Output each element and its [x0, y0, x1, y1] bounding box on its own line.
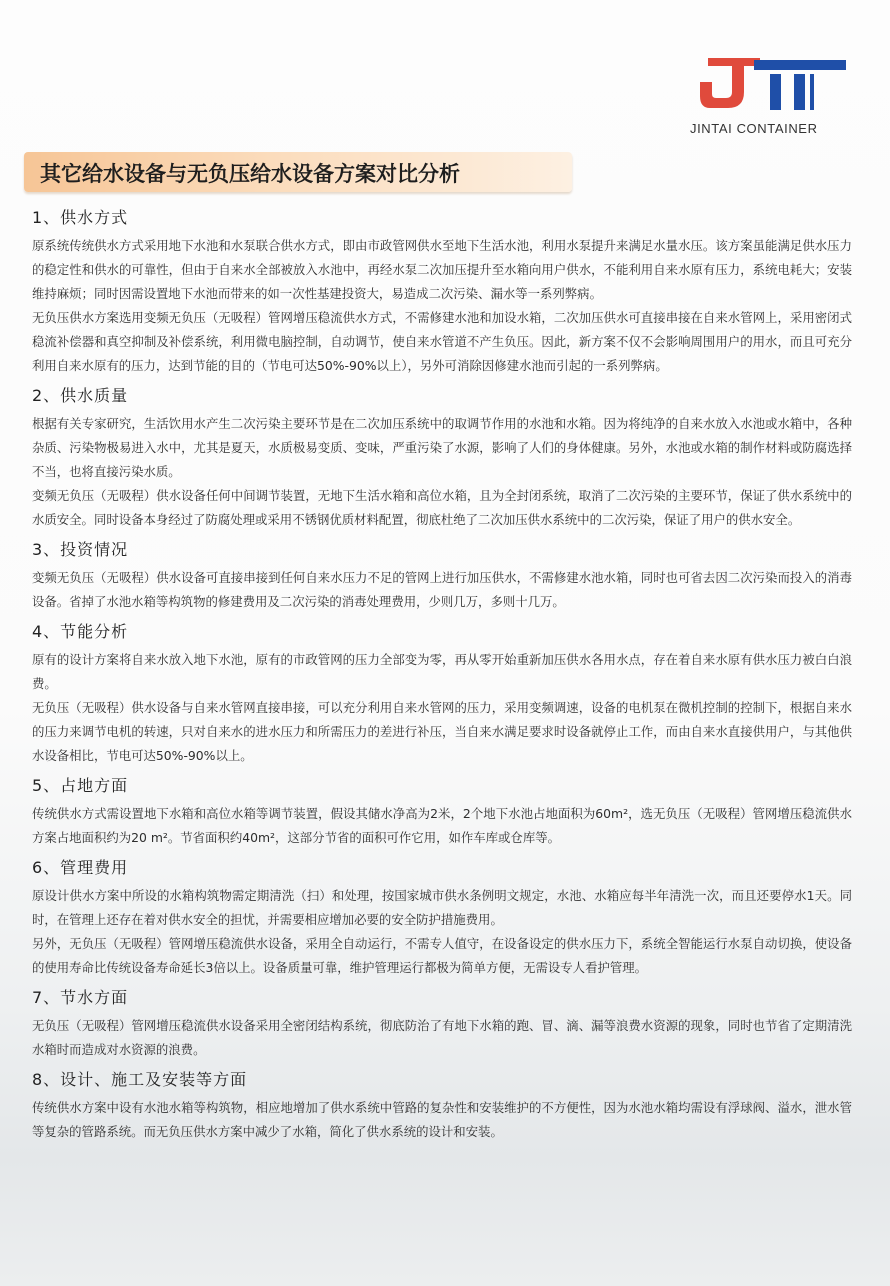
jt-logo-icon	[698, 46, 848, 118]
section-floor-space	[32, 774, 852, 850]
section-paragraph: 无负压供水方案选用变频无负压（无吸程）管网增压稳流供水方式，不需修建水池和加设水箱，二次加压供水可直接串接在自来水管网上，采用密闭式稳流补偿器和真空抑制及补偿系统，利用微电脑控制，自动调节，使自来水管道不产生负压。因此，新方案不仅不会影响周围用户的用水，而且可充分利用自来水原有的压力，达到节能的目的（节电可达50%-90%以上），另外可消除因修建水池而引起的一系列弊病。	[32, 310, 852, 373]
section-paragraph: 传统供水方式需设置地下水箱和高位水箱等调节装置，假设其储水净高为2米，2个地下水池占地面积为60m²，选无负压（无吸程）管网增压稳流供水方案占地面积约为20 m²。节省面积约40m²，这部分节省的面积可作它用，如作车库或仓库等。	[32, 806, 852, 845]
section-heading: 1、供水方式	[32, 208, 129, 227]
section-heading: 5、占地方面	[32, 776, 129, 795]
section-water-quality	[32, 384, 852, 532]
title-banner	[24, 152, 572, 192]
document-body	[32, 206, 852, 1150]
section-heading: 6、管理费用	[32, 858, 129, 877]
logo-blue-stripe	[810, 74, 814, 110]
section-management-cost	[32, 856, 852, 980]
section-paragraph: 无负压（无吸程）供水设备与自来水管网直接串接，可以充分利用自来水管网的压力，采用变频调速，设备的电机泵在微机控制的控制下，根据自来水的压力来调节电机的转速，只对自来水的进水压力和所需压力的差进行补压，当自来水满足要求时设备就停止工作，而由自来水直接供用户，与其他供水设备相比，节电可达50%-90%以上。	[32, 700, 852, 763]
section-paragraph: 另外，无负压（无吸程）管网增压稳流供水设备，采用全自动运行，不需专人值守，在设备设定的供水压力下，系统全智能运行水泵自动切换，使设备的使用寿命比传统设备寿命延长3倍以上。设备质量可靠，维护管理运行都极为简单方便，无需设专人看护管理。	[32, 936, 852, 975]
logo-blue-bar-left	[770, 74, 781, 110]
section-paragraph: 变频无负压（无吸程）供水设备可直接串接到任何自来水压力不足的管网上进行加压供水，不需修建水池水箱，同时也可省去因二次污染而投入的消毒设备。省掉了水池水箱等构筑物的修建费用及二次污染的消毒处理费用，少则几万，多则十几万。	[32, 570, 852, 609]
section-energy-saving	[32, 620, 852, 768]
section-heading: 4、节能分析	[32, 622, 129, 641]
section-water-supply-method	[32, 206, 852, 378]
section-heading: 7、节水方面	[32, 988, 129, 1007]
section-design-installation	[32, 1068, 852, 1144]
section-heading: 3、投资情况	[32, 540, 129, 559]
section-paragraph: 无负压（无吸程）管网增压稳流供水设备采用全密闭结构系统，彻底防治了有地下水箱的跑、冒、滴、漏等浪费水资源的现象，同时也节省了定期清洗水箱时而造成对水资源的浪费。	[32, 1018, 852, 1057]
logo-blue-bar-right	[794, 74, 805, 110]
company-logo	[690, 40, 860, 140]
logo-blue-bar-top	[754, 60, 846, 70]
section-paragraph: 原有的设计方案将自来水放入地下水池，原有的市政管网的压力全部变为零，再从零开始重新加压供水各用水点，存在着自来水原有供水压力被白白浪费。	[32, 652, 852, 691]
section-heading: 8、设计、施工及安装等方面	[32, 1070, 248, 1089]
page-title: 其它给水设备与无负压给水设备方案对比分析	[40, 162, 460, 186]
section-paragraph: 传统供水方案中设有水池水箱等构筑物，相应地增加了供水系统中管路的复杂性和安装维护的不方便性，因为水池水箱均需设有浮球阀、溢水，泄水管等复杂的管路系统。而无负压供水方案中减少了水箱，简化了供水系统的设计和安装。	[32, 1100, 852, 1139]
section-paragraph: 根据有关专家研究，生活饮用水产生二次污染主要环节是在二次加压系统中的取调节作用的水池和水箱。因为将纯净的自来水放入水池或水箱中，各种杂质、污染物极易进入水中，尤其是夏天，水质极易变质、变味，严重污染了水源，影响了人们的身体健康。另外，水池或水箱的制作材料或防腐选择不当，也将直接污染水质。	[32, 416, 852, 479]
section-paragraph: 原设计供水方案中所设的水箱构筑物需定期清洗（扫）和处理，按国家城市供水条例明文规定，水池、水箱应每半年清洗一次，而且还要停水1天。同时，在管理上还存在着对供水安全的担忧，并需要相应增加必要的安全防护措施费用。	[32, 888, 852, 927]
section-paragraph: 变频无负压（无吸程）供水设备任何中间调节装置，无地下生活水箱和高位水箱，且为全封闭系统，取消了二次污染的主要环节，保证了供水系统中的水质安全。同时设备本身经过了防腐处理或采用不锈钢优质材料配置，彻底杜绝了二次加压供水系统中的二次污染，保证了用户的供水安全。	[32, 488, 852, 527]
section-water-saving	[32, 986, 852, 1062]
section-investment	[32, 538, 852, 614]
logo-red-j-shape	[700, 58, 760, 108]
brand-name: JINTAI CONTAINER	[690, 121, 818, 136]
section-heading: 2、供水质量	[32, 386, 129, 405]
section-paragraph: 原系统传统供水方式采用地下水池和水泵联合供水方式，即由市政管网供水至地下生活水池，利用水泵提升来满足水量水压。该方案虽能满足供水压力的稳定性和供水的可靠性，但由于自来水全部被放入水池中，再经水泵二次加压提升至水箱向用户供水，不能利用自来水原有压力，系统电耗大；安装维持麻烦；同时因需设置地下水池而带来的如一次性基建投资大，易造成二次污染、漏水等一系列弊病。	[32, 238, 852, 301]
